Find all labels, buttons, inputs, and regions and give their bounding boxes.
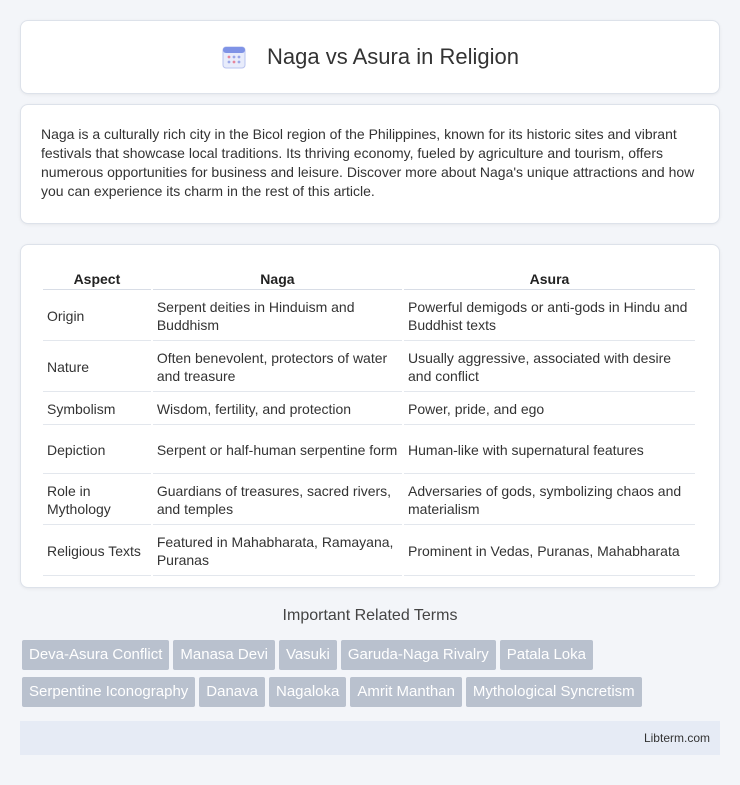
comparison-table-card	[20, 244, 720, 588]
table-cell: Often benevolent, protectors of water and treasure	[153, 343, 402, 392]
table-cell: Nature	[43, 343, 151, 392]
related-terms-title: Important Related Terms	[282, 607, 458, 624]
table-cell: Religious Texts	[43, 527, 151, 576]
related-term-tag[interactable]: Danava	[199, 677, 265, 707]
table-row	[43, 427, 695, 474]
column-header: Asura	[404, 267, 695, 290]
column-header: Naga	[153, 267, 402, 290]
table-cell: Featured in Mahabharata, Ramayana, Puranas	[153, 527, 402, 576]
related-term-tag[interactable]: Nagaloka	[269, 677, 346, 707]
table-cell: Symbolism	[43, 394, 151, 425]
table-row	[43, 476, 695, 525]
table-cell: Usually aggressive, associated with desire and conflict	[404, 343, 695, 392]
intro-card	[20, 104, 720, 224]
table-cell: Origin	[43, 292, 151, 341]
footer-site-link[interactable]: Libterm.com	[643, 731, 710, 745]
table-cell: Role in Mythology	[43, 476, 151, 525]
page-title: Naga vs Asura in Religion	[267, 44, 519, 69]
table-cell: Powerful demigods or anti-gods in Hindu and Buddhist texts	[404, 292, 695, 341]
table-cell: Power, pride, and ego	[404, 394, 695, 425]
related-term-tag[interactable]: Mythological Syncretism	[466, 677, 642, 707]
table-cell: Adversaries of gods, symbolizing chaos and materialism	[404, 476, 695, 525]
table-row	[43, 394, 695, 425]
related-term-tag[interactable]: Vasuki	[279, 640, 337, 670]
related-term-tag[interactable]: Deva-Asura Conflict	[22, 640, 169, 670]
table-row	[43, 343, 695, 392]
table-cell: Human-like with supernatural features	[404, 427, 695, 474]
table-cell: Wisdom, fertility, and protection	[153, 394, 402, 425]
related-term-tag[interactable]: Amrit Manthan	[350, 677, 462, 707]
table-cell: Depiction	[43, 427, 151, 474]
related-terms-list	[22, 640, 722, 714]
comparison-table	[41, 265, 697, 578]
table-cell: Serpent or half-human serpentine form	[153, 427, 402, 474]
footer	[20, 721, 720, 755]
header-card	[20, 20, 720, 94]
intro-text: Naga is a culturally rich city in the Bicol region of the Philippines, known for its historic sites and vibrant festivals that showcase local traditions. Its thriving economy, fueled by agriculture and tourism, offers numerous opportunities for business and leisure. Discover more about Naga's unique attractions and how you can experience its charm in the rest of this article.	[41, 126, 695, 199]
table-row	[43, 292, 695, 341]
related-term-tag[interactable]: Serpentine Iconography	[22, 677, 195, 707]
related-term-tag[interactable]: Manasa Devi	[173, 640, 275, 670]
related-term-tag[interactable]: Garuda-Naga Rivalry	[341, 640, 496, 670]
table-cell: Guardians of treasures, sacred rivers, and temples	[153, 476, 402, 525]
table-header-row	[43, 267, 695, 290]
column-header: Aspect	[43, 267, 151, 290]
calendar-icon	[221, 44, 247, 70]
table-cell: Serpent deities in Hinduism and Buddhism	[153, 292, 402, 341]
related-term-tag[interactable]: Patala Loka	[500, 640, 593, 670]
table-row	[43, 527, 695, 576]
table-cell: Prominent in Vedas, Puranas, Mahabharata	[404, 527, 695, 576]
